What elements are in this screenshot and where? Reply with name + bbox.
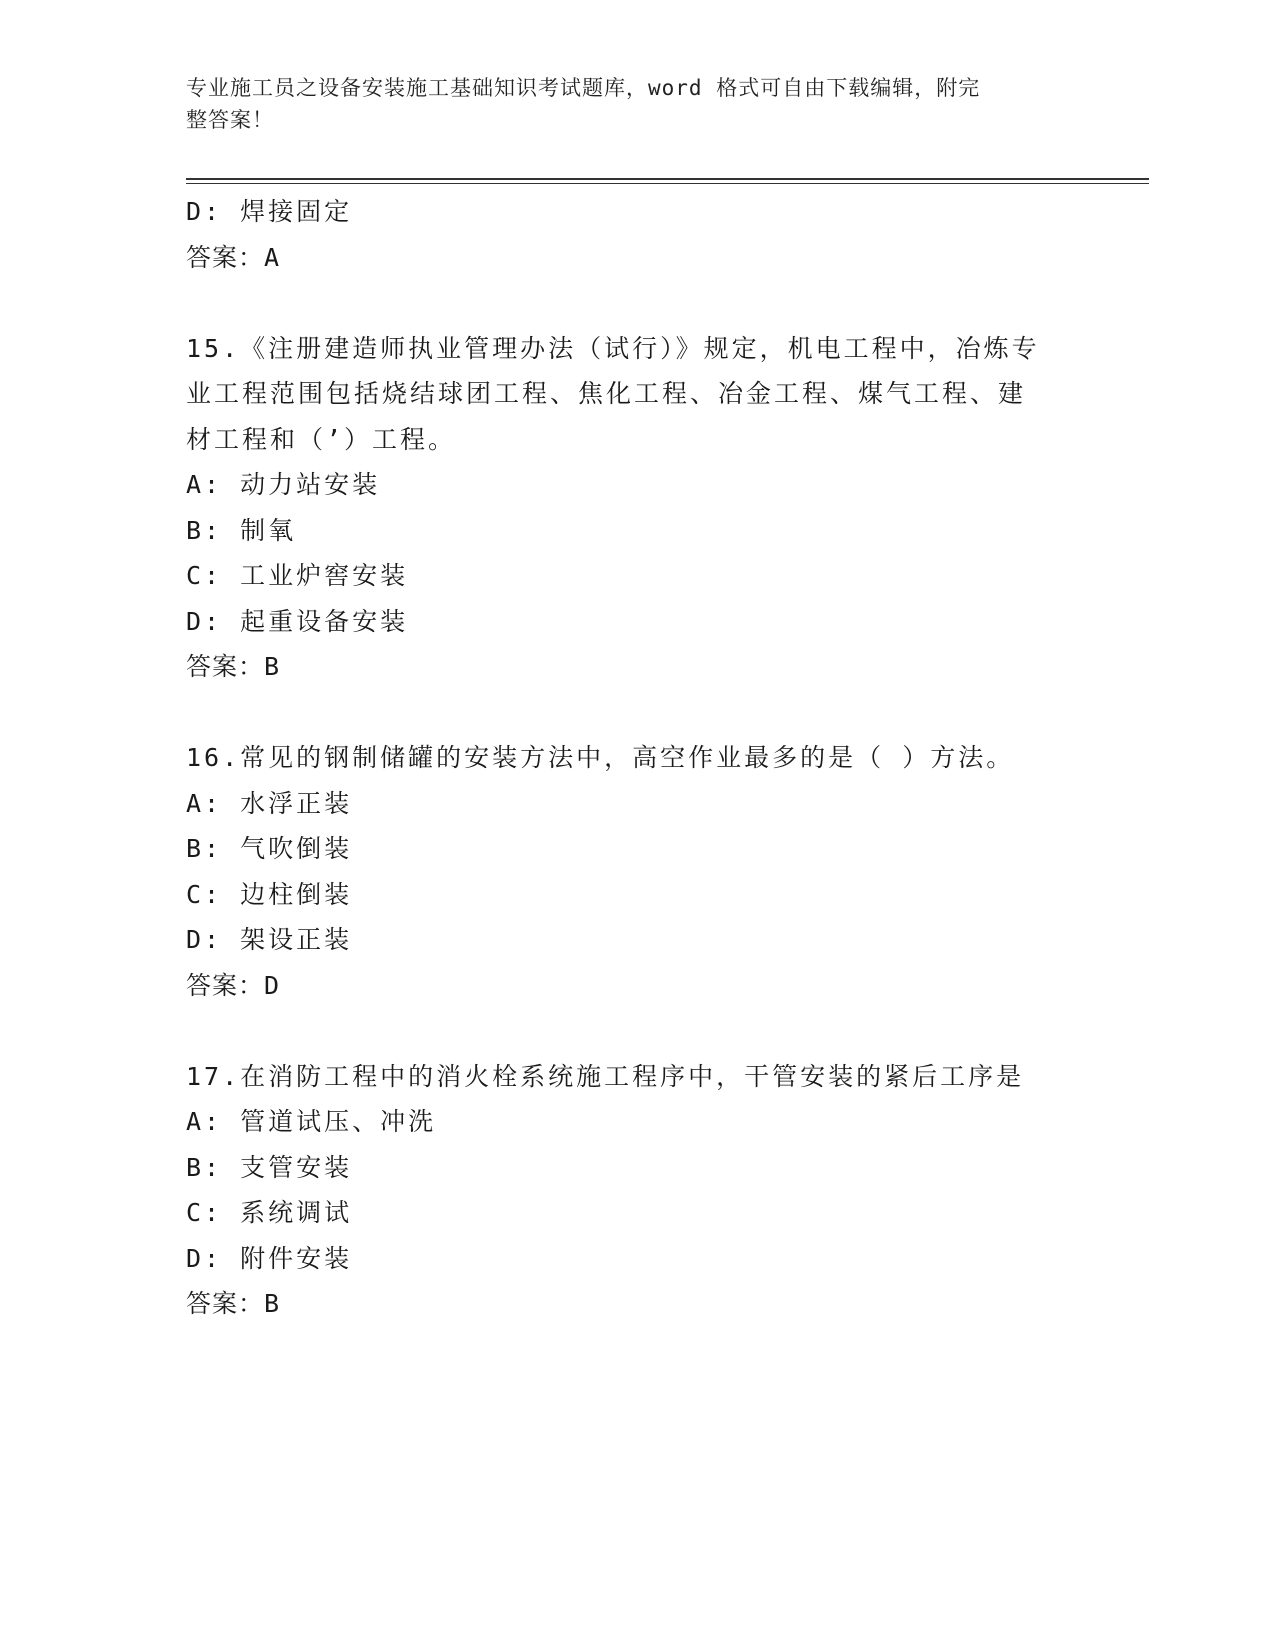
question-text-line: 17.在消防工程中的消火栓系统施工程序中，干管安装的紧后工序是: [186, 1061, 1025, 1091]
option-d: D: 焊接固定: [186, 197, 353, 226]
question-text-line: 15.《注册建造师执业管理办法（试行）》规定，机电工程中，冶炼专: [186, 333, 1040, 363]
option-d: D: 架设正装: [186, 925, 353, 954]
option-b: B: 气吹倒装: [186, 834, 353, 863]
option-c: C: 边柱倒装: [186, 879, 353, 909]
option-a: A: 管道试压、冲洗: [186, 1107, 437, 1136]
option-b: B: 制氧: [186, 515, 297, 545]
header-line-1: 专业施工员之设备安装施工基础知识考试题库，word 格式可自由下载编辑，附完: [186, 76, 981, 100]
option-d: D: 起重设备安装: [186, 606, 409, 636]
question-16: [186, 735, 1086, 1008]
question-content: [186, 189, 1086, 1327]
question-text-line: 业工程范围包括烧结球团工程、焦化工程、冶金工程、煤气工程、建: [186, 379, 1027, 408]
page-header: [186, 72, 1066, 136]
question-15: [186, 326, 1086, 690]
option-d: D: 附件安装: [186, 1243, 353, 1273]
answer-line: 答案：B: [186, 1289, 281, 1318]
spacer: [186, 280, 1086, 326]
answer-line: 答案：D: [186, 970, 281, 1000]
header-line-2: 整答案！: [186, 108, 274, 132]
option-c: C: 系统调试: [186, 1198, 353, 1227]
question-text-line: 材工程和（’）工程。: [186, 424, 457, 454]
header-divider-thick: [186, 178, 1149, 180]
option-b: B: 支管安装: [186, 1152, 353, 1182]
question-text-line: 16.常见的钢制储罐的安装方法中，高空作业最多的是（ ）方法。: [186, 743, 1015, 772]
answer-line: 答案：B: [186, 652, 281, 681]
spacer: [186, 690, 1086, 736]
answer-line: 答案：A: [186, 242, 281, 272]
option-c: C: 工业炉窖安装: [186, 561, 409, 590]
question-17: [186, 1054, 1086, 1327]
spacer: [186, 1008, 1086, 1054]
option-a: A: 水浮正装: [186, 788, 353, 818]
option-a: A: 动力站安装: [186, 470, 381, 499]
header-divider-thin: [186, 183, 1149, 184]
